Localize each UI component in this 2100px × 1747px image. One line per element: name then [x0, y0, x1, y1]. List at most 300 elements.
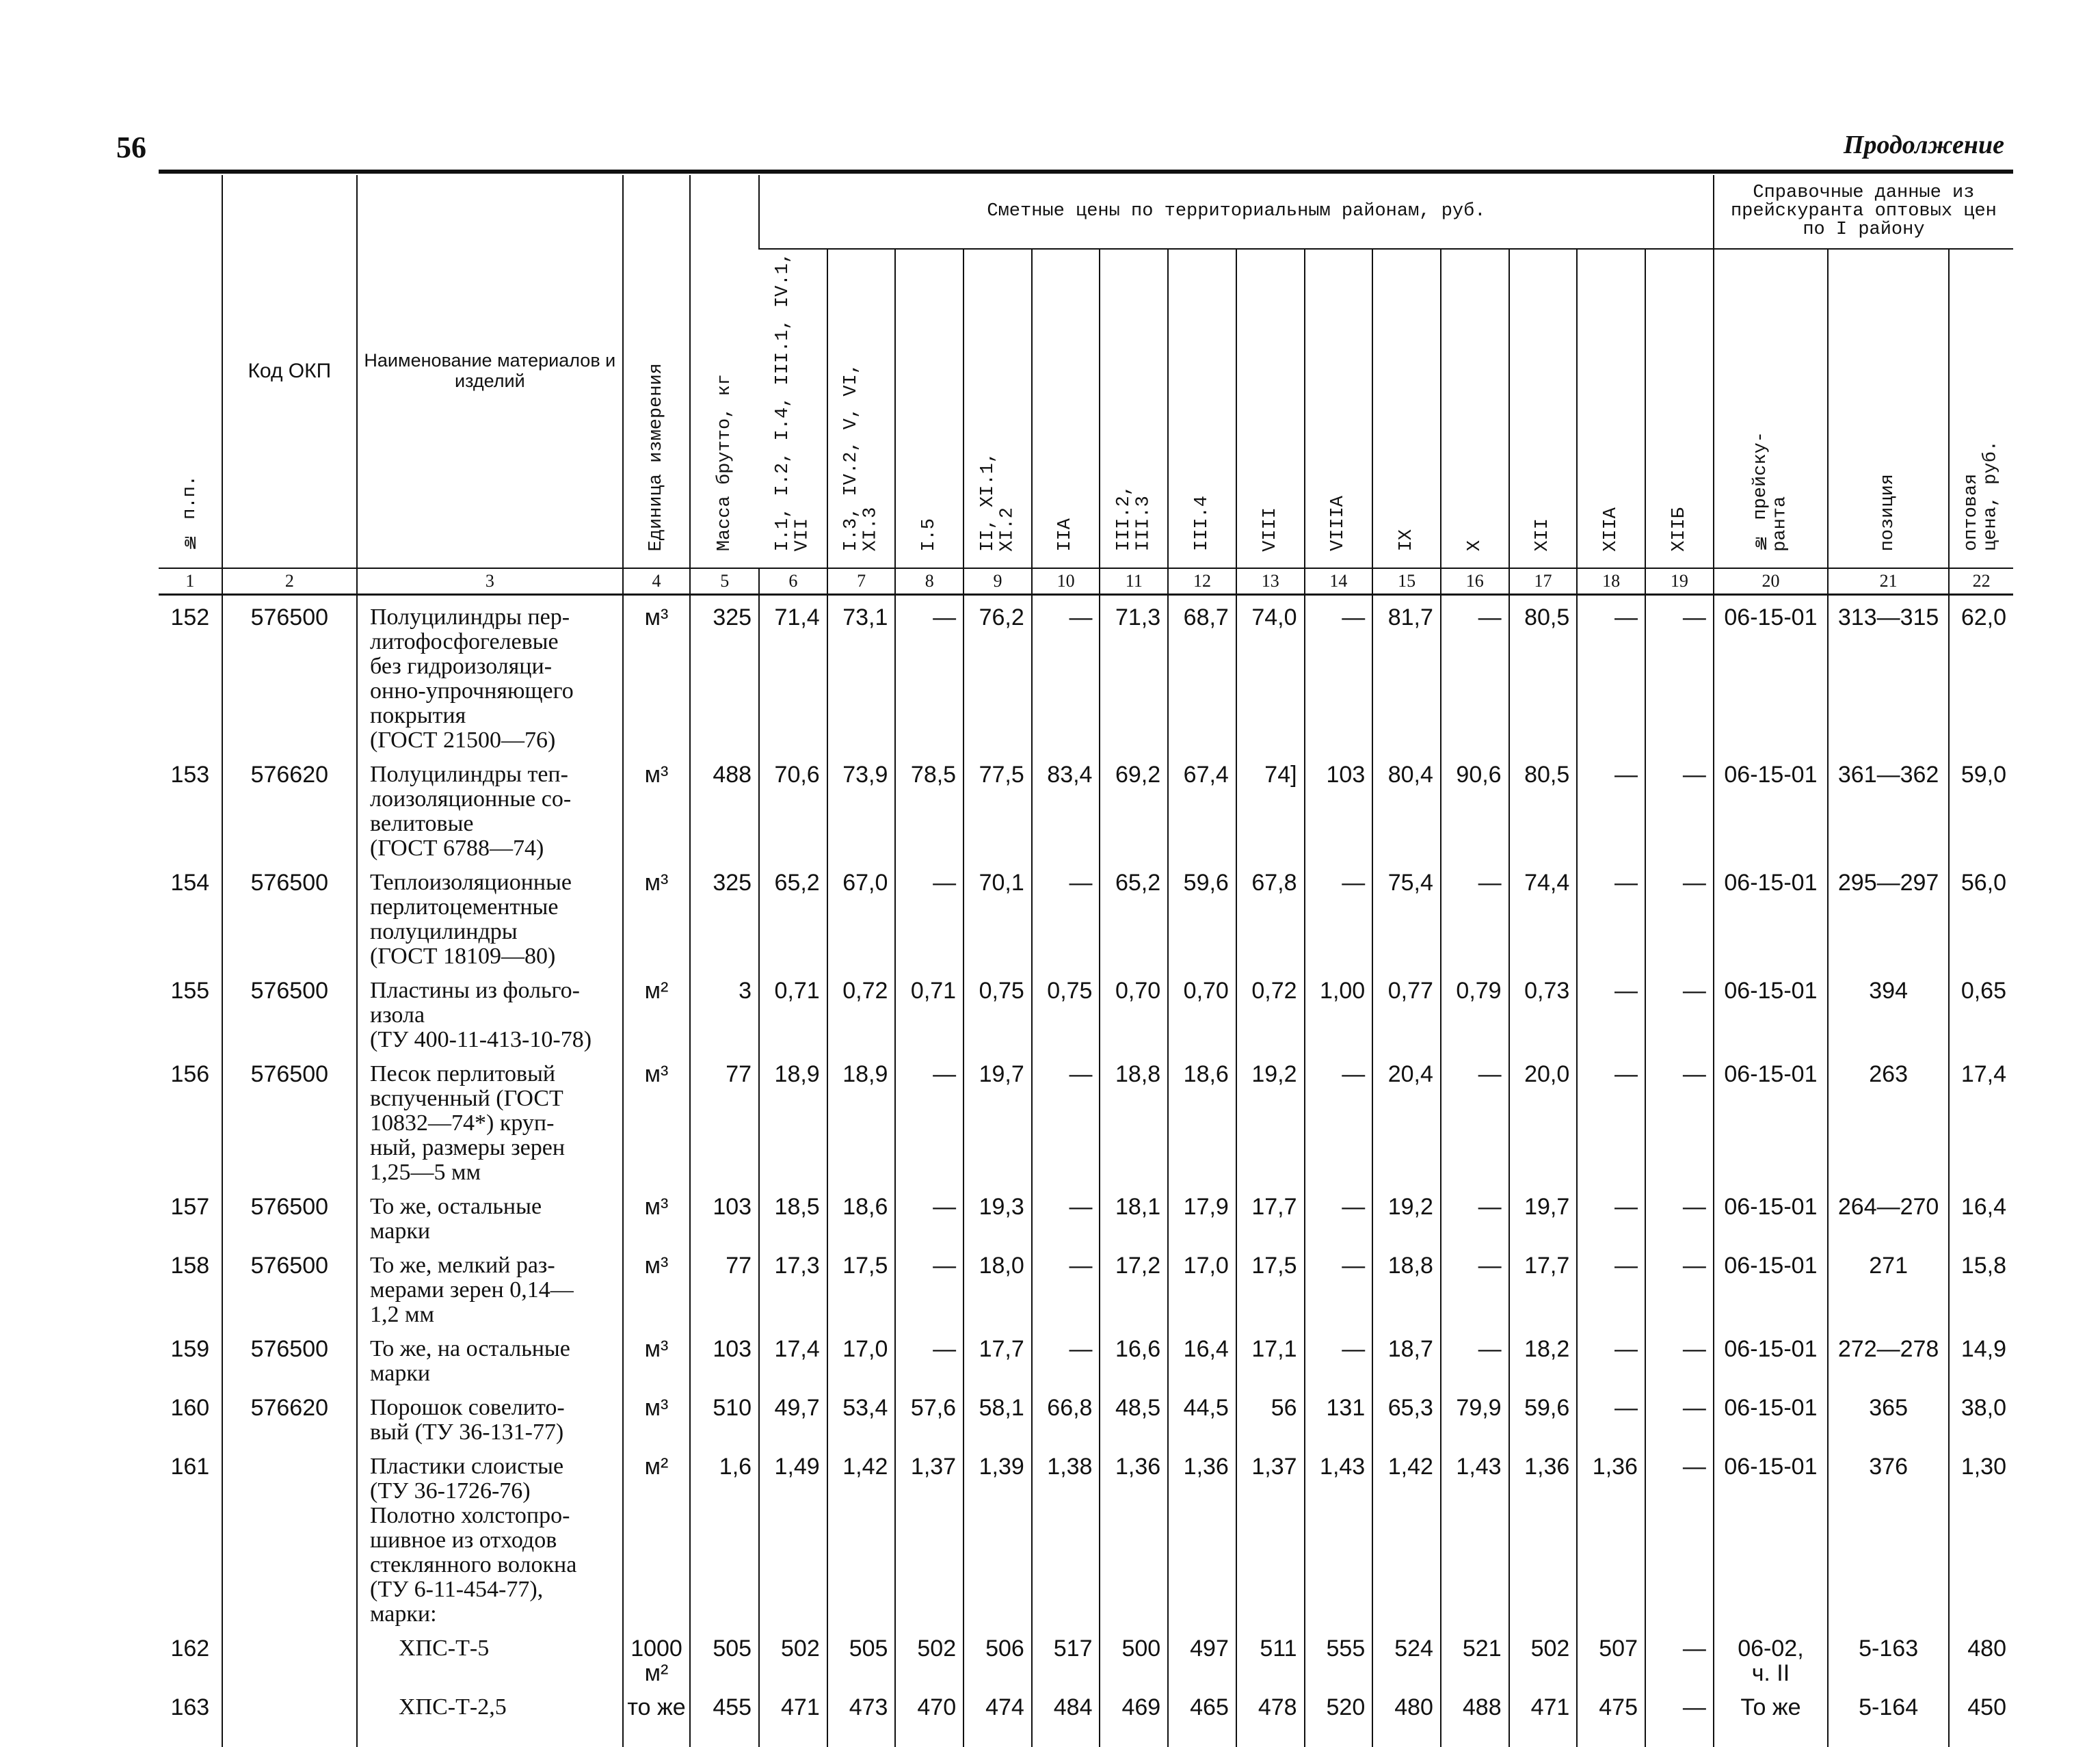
column-number: 17: [1509, 568, 1578, 595]
header-district-4: II, XI.1, XI.2: [963, 249, 1032, 568]
pricelist-number: 06-15-01: [1714, 861, 1828, 969]
district-price: —: [1645, 1327, 1714, 1386]
district-price: —: [1577, 1327, 1645, 1386]
table-row: [159, 1627, 2013, 1685]
district-price: 1,43: [1305, 1445, 1373, 1627]
district-price: 16,6: [1100, 1327, 1168, 1386]
district-price: 103: [1305, 753, 1373, 861]
district-price: 502: [1509, 1627, 1578, 1685]
table-row: [159, 1244, 2013, 1327]
district-price: 59,6: [1168, 861, 1236, 969]
material-name: Полуцилиндры теп- лоизоляционные со- велитовые (ГОСТ 6788—74): [357, 753, 623, 861]
district-price: —: [895, 861, 963, 969]
header-ref-3: оптовая цена, руб.: [1949, 249, 2013, 568]
row-number: 157: [170, 1193, 210, 1220]
district-price: —: [1577, 969, 1645, 1052]
district-price: 18,6: [1168, 1052, 1236, 1185]
mass: 77: [690, 1244, 759, 1327]
district-price: —: [1441, 1327, 1509, 1386]
table-row: [159, 1445, 2013, 1627]
district-price: 19,7: [1509, 1185, 1578, 1244]
header-no: № п.п.: [159, 175, 222, 568]
district-price: 16,4: [1168, 1327, 1236, 1386]
mass: 325: [690, 861, 759, 969]
wholesale-price: 15,8: [1949, 1244, 2013, 1327]
header-mass: Масса брутто, кг: [690, 175, 759, 568]
district-price: —: [895, 1244, 963, 1327]
district-price: —: [1645, 861, 1714, 969]
row-number: 161: [170, 1453, 210, 1480]
district-price: 1,43: [1441, 1445, 1509, 1627]
pricelist-position: 394: [1828, 969, 1949, 1052]
district-price: 66,8: [1032, 1386, 1100, 1445]
district-price: 17,1: [1236, 1327, 1305, 1386]
district-price: 90,6: [1441, 753, 1509, 861]
wholesale-price: 480: [1949, 1627, 2013, 1685]
district-price: —: [1032, 594, 1100, 753]
district-price: 0,75: [1032, 969, 1100, 1052]
district-price: 0,70: [1100, 969, 1168, 1052]
district-price: —: [1032, 1052, 1100, 1185]
column-number: 15: [1372, 568, 1441, 595]
wholesale-price: 17,4: [1949, 1052, 2013, 1185]
okp-code: [222, 1685, 357, 1747]
column-number: 10: [1032, 568, 1100, 595]
district-price: 517: [1032, 1627, 1100, 1685]
district-price: —: [1645, 1445, 1714, 1627]
table-row: [159, 1185, 2013, 1244]
mass: 510: [690, 1386, 759, 1445]
page-number: 56: [116, 131, 146, 164]
header-name: Наименование материалов и изделий: [357, 175, 623, 568]
pricelist-position: 5-164: [1828, 1685, 1949, 1747]
unit: 1000 м²: [623, 1627, 691, 1685]
district-price: 478: [1236, 1685, 1305, 1747]
wholesale-price: 56,0: [1949, 861, 2013, 969]
district-price: —: [1645, 1627, 1714, 1685]
pricelist-number: 06-15-01: [1714, 1386, 1828, 1445]
header-code: Код ОКП: [222, 175, 357, 568]
column-number: 12: [1168, 568, 1236, 595]
mass: 455: [690, 1685, 759, 1747]
district-price: 520: [1305, 1685, 1373, 1747]
district-price: 17,0: [827, 1327, 896, 1386]
unit: м³: [623, 594, 691, 753]
okp-code: [222, 1445, 357, 1627]
district-price: 0,71: [759, 969, 827, 1052]
district-price: 67,8: [1236, 861, 1305, 969]
unit: м³: [623, 1052, 691, 1185]
table-header: [159, 175, 2013, 594]
pricelist-number: 06-15-01: [1714, 594, 1828, 753]
district-price: 80,5: [1509, 594, 1578, 753]
district-price: 502: [895, 1627, 963, 1685]
district-price: 18,1: [1100, 1185, 1168, 1244]
pricelist-position: 376: [1828, 1445, 1949, 1627]
header-district-13: XIIA: [1577, 249, 1645, 568]
district-price: 131: [1305, 1386, 1373, 1445]
district-price: 0,73: [1509, 969, 1578, 1052]
district-price: 1,36: [1100, 1445, 1168, 1627]
column-number: 4: [623, 568, 691, 595]
district-price: 1,49: [759, 1445, 827, 1627]
district-price: 1,42: [1372, 1445, 1441, 1627]
header-unit: Единица измерения: [623, 175, 691, 568]
district-price: 470: [895, 1685, 963, 1747]
district-price: 1,42: [827, 1445, 896, 1627]
district-price: 76,2: [963, 594, 1032, 753]
okp-code: [222, 1627, 357, 1685]
column-number: 6: [759, 568, 827, 595]
district-price: 75,4: [1372, 861, 1441, 969]
district-price: 71,3: [1100, 594, 1168, 753]
column-number: 14: [1305, 568, 1373, 595]
district-price: 521: [1441, 1627, 1509, 1685]
pricelist-number: 06-15-01: [1714, 1327, 1828, 1386]
column-number: 3: [357, 568, 623, 595]
mass: 1,6: [690, 1445, 759, 1627]
district-price: 17,3: [759, 1244, 827, 1327]
header-district-14: XIIБ: [1645, 249, 1714, 568]
pricelist-number: 06-02, ч. II: [1714, 1627, 1828, 1685]
district-price: 488: [1441, 1685, 1509, 1747]
pricelist-position: 313—315: [1828, 594, 1949, 753]
district-price: 480: [1372, 1685, 1441, 1747]
pricelist-number: 06-15-01: [1714, 1185, 1828, 1244]
material-name: Пластики слоистые (ТУ 36-1726-76) Полотно холстопро- шивное из отходов стеклянного волокна (ТУ 6-11-454-77), марки:: [357, 1445, 623, 1627]
district-price: —: [1441, 1185, 1509, 1244]
okp-code: 576500: [222, 861, 357, 969]
district-price: —: [1032, 1185, 1100, 1244]
district-price: 17,0: [1168, 1244, 1236, 1327]
table-row: [159, 969, 2013, 1052]
district-price: 471: [1509, 1685, 1578, 1747]
district-price: 17,5: [1236, 1244, 1305, 1327]
district-price: 1,38: [1032, 1445, 1100, 1627]
district-price: 484: [1032, 1685, 1100, 1747]
mass: 103: [690, 1185, 759, 1244]
pricelist-position: 5-163: [1828, 1627, 1949, 1685]
header-district-8: VIII: [1236, 249, 1305, 568]
material-name: То же, остальные марки: [357, 1185, 623, 1244]
wholesale-price: 0,65: [1949, 969, 2013, 1052]
material-name: ХПС-Т-2,5: [357, 1685, 623, 1747]
district-price: 49,7: [759, 1386, 827, 1445]
wholesale-price: 62,0: [1949, 594, 2013, 753]
district-price: —: [1645, 1185, 1714, 1244]
row-number: 162: [170, 1635, 210, 1662]
district-price: —: [1577, 753, 1645, 861]
wholesale-price: 1,30: [1949, 1445, 2013, 1627]
pricelist-position: 264—270: [1828, 1185, 1949, 1244]
district-price: 77,5: [963, 753, 1032, 861]
unit: м³: [623, 1244, 691, 1327]
unit: м³: [623, 861, 691, 969]
column-number: 2: [222, 568, 357, 595]
continuation-label: Продолжение: [1843, 131, 2004, 159]
district-price: 0,75: [963, 969, 1032, 1052]
material-name: Песок перлитовый вспученный (ГОСТ 10832—74*) круп- ный, размеры зерен 1,25—5 мм: [357, 1052, 623, 1185]
header-column-numbers: [159, 568, 2013, 595]
district-price: 59,6: [1509, 1386, 1578, 1445]
district-price: 19,2: [1236, 1052, 1305, 1185]
pricelist-position: 272—278: [1828, 1327, 1949, 1386]
wholesale-price: 14,9: [1949, 1327, 2013, 1386]
table-row: [159, 861, 2013, 969]
district-price: 65,2: [759, 861, 827, 969]
district-price: —: [895, 1052, 963, 1185]
pricelist-number: 06-15-01: [1714, 1445, 1828, 1627]
district-price: 71,4: [759, 594, 827, 753]
district-price: 17,7: [963, 1327, 1032, 1386]
wholesale-price: 450: [1949, 1685, 2013, 1747]
district-price: —: [1645, 969, 1714, 1052]
district-price: 511: [1236, 1627, 1305, 1685]
district-price: —: [1645, 594, 1714, 753]
mass: 325: [690, 594, 759, 753]
price-table: [159, 175, 2013, 1747]
district-price: 0,77: [1372, 969, 1441, 1052]
pricelist-number: 06-15-01: [1714, 969, 1828, 1052]
district-price: 497: [1168, 1627, 1236, 1685]
district-price: —: [1577, 1386, 1645, 1445]
header-district-5: IIA: [1032, 249, 1100, 568]
okp-code: 576500: [222, 1185, 357, 1244]
district-price: 67,0: [827, 861, 896, 969]
okp-code: 576620: [222, 753, 357, 861]
district-price: —: [1441, 1052, 1509, 1185]
okp-code: 576500: [222, 969, 357, 1052]
district-price: —: [1645, 1244, 1714, 1327]
district-price: 70,6: [759, 753, 827, 861]
unit: м²: [623, 969, 691, 1052]
material-name: Порошок совелито- вый (ТУ 36-131-77): [357, 1386, 623, 1445]
pricelist-number: 06-15-01: [1714, 1244, 1828, 1327]
row-number: 152: [170, 604, 210, 630]
district-price: 506: [963, 1627, 1032, 1685]
district-price: —: [1577, 1244, 1645, 1327]
district-price: 73,1: [827, 594, 896, 753]
material-name: Пластины из фольго- изола (ТУ 400-11-413-10-78): [357, 969, 623, 1052]
pricelist-position: 365: [1828, 1386, 1949, 1445]
district-price: 83,4: [1032, 753, 1100, 861]
district-price: —: [1032, 1327, 1100, 1386]
district-price: 17,9: [1168, 1185, 1236, 1244]
unit: м³: [623, 1327, 691, 1386]
header-reference-group: Справочные данные из прейскуранта оптовых цен по I району: [1714, 175, 2013, 249]
column-number: 20: [1714, 568, 1828, 595]
mass: 3: [690, 969, 759, 1052]
row-number: 163: [170, 1694, 210, 1720]
district-price: 474: [963, 1685, 1032, 1747]
district-price: 65,3: [1372, 1386, 1441, 1445]
pricelist-position: 263: [1828, 1052, 1949, 1185]
header-district-12: XII: [1509, 249, 1578, 568]
okp-code: 576500: [222, 1327, 357, 1386]
district-price: 18,0: [963, 1244, 1032, 1327]
row-number: 153: [170, 761, 210, 788]
district-price: —: [895, 1185, 963, 1244]
pricelist-position: 271: [1828, 1244, 1949, 1327]
district-price: 57,6: [895, 1386, 963, 1445]
column-number: 11: [1100, 568, 1168, 595]
district-price: —: [895, 1327, 963, 1386]
district-price: 475: [1577, 1685, 1645, 1747]
district-price: —: [1577, 1185, 1645, 1244]
district-price: 70,1: [963, 861, 1032, 969]
district-price: 17,5: [827, 1244, 896, 1327]
table-row: [159, 1386, 2013, 1445]
district-price: 500: [1100, 1627, 1168, 1685]
unit: м³: [623, 753, 691, 861]
district-price: 81,7: [1372, 594, 1441, 753]
district-price: —: [1441, 594, 1509, 753]
district-price: 0,72: [1236, 969, 1305, 1052]
material-name: ХПС-Т-5: [357, 1627, 623, 1685]
district-price: 20,4: [1372, 1052, 1441, 1185]
district-price: 18,8: [1100, 1052, 1168, 1185]
table-row: [159, 1052, 2013, 1185]
district-price: —: [1305, 1244, 1373, 1327]
wholesale-price: 59,0: [1949, 753, 2013, 861]
district-price: 0,72: [827, 969, 896, 1052]
column-number: 8: [895, 568, 963, 595]
row-number: 158: [170, 1252, 210, 1279]
top-rule: [159, 170, 2013, 174]
table-row: [159, 1327, 2013, 1386]
material-name: Теплоизоляционные перлитоцементные полуцилиндры (ГОСТ 18109—80): [357, 861, 623, 969]
district-price: 74,0: [1236, 594, 1305, 753]
district-price: 0,71: [895, 969, 963, 1052]
district-price: 465: [1168, 1685, 1236, 1747]
district-price: 18,7: [1372, 1327, 1441, 1386]
district-price: 524: [1372, 1627, 1441, 1685]
district-price: —: [1645, 753, 1714, 861]
district-price: —: [1441, 861, 1509, 969]
table-row: [159, 1685, 2013, 1747]
header-ref-1: № прейску- ранта: [1714, 249, 1828, 568]
district-price: 1,36: [1168, 1445, 1236, 1627]
pricelist-position: 361—362: [1828, 753, 1949, 861]
unit: м³: [623, 1185, 691, 1244]
mass: 505: [690, 1627, 759, 1685]
header-district-6: III.2, III.3: [1100, 249, 1168, 568]
district-price: 78,5: [895, 753, 963, 861]
district-price: 507: [1577, 1627, 1645, 1685]
header-district-10: IX: [1372, 249, 1441, 568]
column-number: 7: [827, 568, 896, 595]
district-price: 18,9: [827, 1052, 896, 1185]
district-price: —: [1305, 594, 1373, 753]
district-price: 17,4: [759, 1327, 827, 1386]
okp-code: 576620: [222, 1386, 357, 1445]
district-price: 56: [1236, 1386, 1305, 1445]
district-price: —: [895, 594, 963, 753]
mass: 77: [690, 1052, 759, 1185]
district-price: 79,9: [1441, 1386, 1509, 1445]
pricelist-number: 06-15-01: [1714, 1052, 1828, 1185]
table-body: [159, 594, 2013, 1747]
district-price: 1,36: [1509, 1445, 1578, 1627]
district-price: 19,3: [963, 1185, 1032, 1244]
district-price: 74,4: [1509, 861, 1578, 969]
pricelist-position: 295—297: [1828, 861, 1949, 969]
table-row: [159, 753, 2013, 861]
district-price: 18,8: [1372, 1244, 1441, 1327]
district-price: 555: [1305, 1627, 1373, 1685]
district-price: 1,39: [963, 1445, 1032, 1627]
header-district-1: I.1, I.2, I.4, III.1, IV.1, VII: [759, 249, 827, 568]
district-price: —: [1645, 1052, 1714, 1185]
district-price: 73,9: [827, 753, 896, 861]
district-price: 502: [759, 1627, 827, 1685]
header-district-7: III.4: [1168, 249, 1236, 568]
row-number: 156: [170, 1061, 210, 1087]
okp-code: 576500: [222, 1052, 357, 1185]
district-price: 0,79: [1441, 969, 1509, 1052]
row-number: 160: [170, 1394, 210, 1421]
district-price: 19,2: [1372, 1185, 1441, 1244]
district-price: 20,0: [1509, 1052, 1578, 1185]
district-price: —: [1032, 1244, 1100, 1327]
material-name: То же, на остальные марки: [357, 1327, 623, 1386]
district-price: 44,5: [1168, 1386, 1236, 1445]
column-number: 19: [1645, 568, 1714, 595]
header-ref-2: позиция: [1828, 249, 1949, 568]
row-number: 159: [170, 1335, 210, 1362]
district-price: 471: [759, 1685, 827, 1747]
unit: м³: [623, 1386, 691, 1445]
district-price: 69,2: [1100, 753, 1168, 861]
column-number: 21: [1828, 568, 1949, 595]
mass: 103: [690, 1327, 759, 1386]
district-price: —: [1305, 1327, 1373, 1386]
header-prices-group: Сметные цены по территориальным районам, руб.: [759, 175, 1714, 249]
column-number: 9: [963, 568, 1032, 595]
wholesale-price: 16,4: [1949, 1185, 2013, 1244]
district-price: 74]: [1236, 753, 1305, 861]
district-price: 68,7: [1168, 594, 1236, 753]
district-price: 17,7: [1236, 1185, 1305, 1244]
district-price: 1,00: [1305, 969, 1373, 1052]
table-row: [159, 594, 2013, 753]
row-number: 154: [170, 869, 210, 896]
district-price: 65,2: [1100, 861, 1168, 969]
unit: м²: [623, 1445, 691, 1627]
column-number: 22: [1949, 568, 2013, 595]
district-price: 18,2: [1509, 1327, 1578, 1386]
district-price: 53,4: [827, 1386, 896, 1445]
mass: 488: [690, 753, 759, 861]
district-price: —: [1645, 1685, 1714, 1747]
district-price: 18,9: [759, 1052, 827, 1185]
district-price: —: [1577, 1052, 1645, 1185]
header-district-11: X: [1441, 249, 1509, 568]
column-number: 13: [1236, 568, 1305, 595]
column-number: 16: [1441, 568, 1509, 595]
okp-code: 576500: [222, 594, 357, 753]
district-price: 17,2: [1100, 1244, 1168, 1327]
district-price: 0,70: [1168, 969, 1236, 1052]
district-price: 17,7: [1509, 1244, 1578, 1327]
header-district-3: I.5: [895, 249, 963, 568]
district-price: 18,5: [759, 1185, 827, 1244]
unit: то же: [623, 1685, 691, 1747]
column-number: 1: [159, 568, 222, 595]
district-price: 67,4: [1168, 753, 1236, 861]
row-number: 155: [170, 977, 210, 1004]
wholesale-price: 38,0: [1949, 1386, 2013, 1445]
